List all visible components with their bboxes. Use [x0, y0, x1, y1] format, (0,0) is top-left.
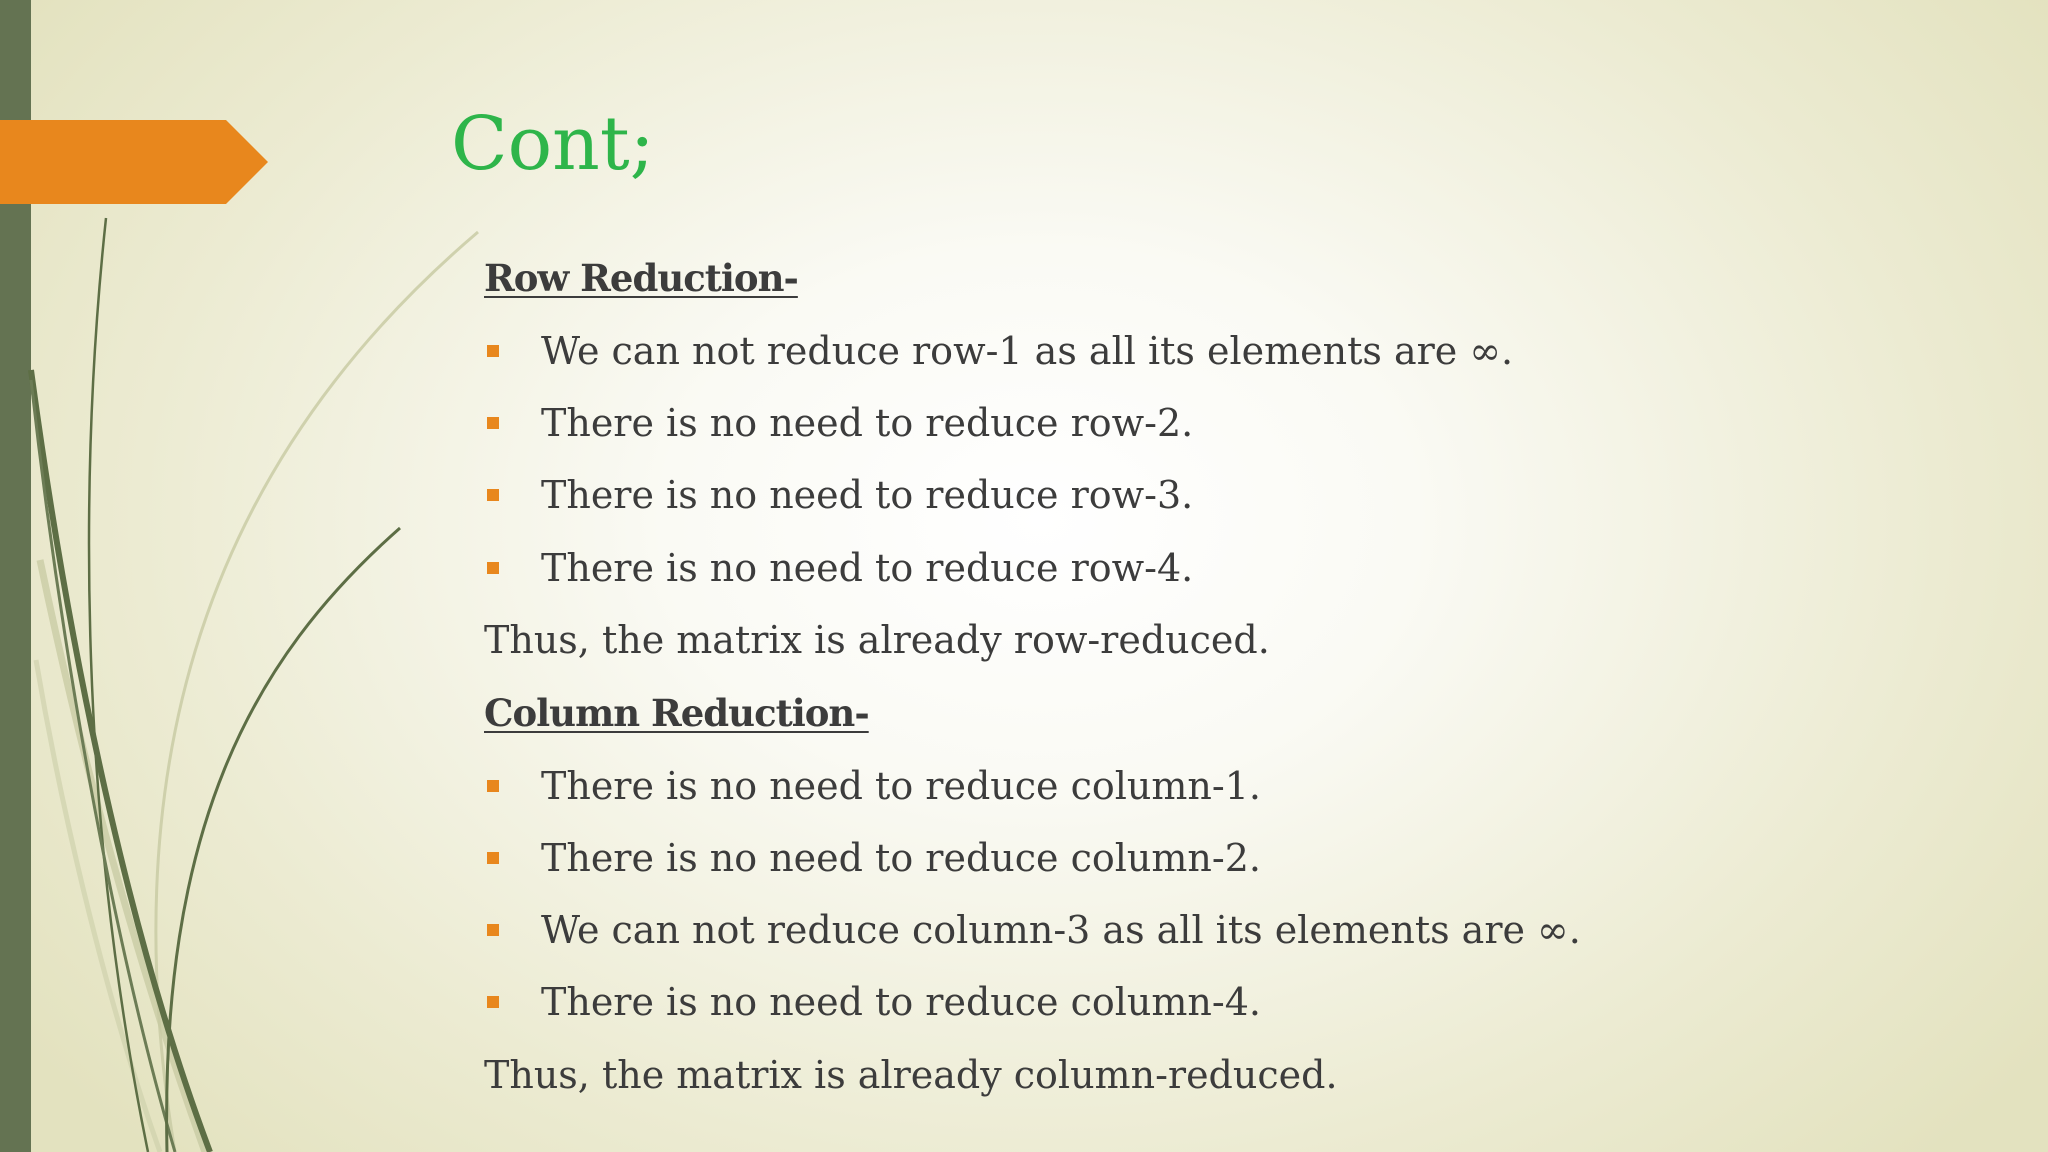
- orange-square-bullet-icon: [487, 996, 499, 1008]
- orange-square-bullet-icon: [487, 924, 499, 936]
- bullet-text: There is no need to reduce row-4.: [541, 546, 1194, 590]
- bullet-text: There is no need to reduce column-2.: [541, 836, 1261, 880]
- bullet-text: There is no need to reduce column-1.: [541, 764, 1261, 808]
- orange-square-bullet-icon: [487, 780, 499, 792]
- bullet-text: There is no need to reduce row-3.: [541, 473, 1194, 517]
- orange-square-bullet-icon: [487, 417, 499, 429]
- orange-square-bullet-icon: [487, 489, 499, 501]
- orange-square-bullet-icon: [487, 562, 499, 574]
- orange-square-bullet-icon: [487, 345, 499, 357]
- column-reduction-heading: Column Reduction-: [484, 691, 869, 735]
- row-conclusion: Thus, the matrix is already row-reduced.: [484, 618, 1270, 662]
- bullet-text: We can not reduce column-3 as all its elements are ∞.: [541, 908, 1581, 952]
- bullet-text: There is no need to reduce column-4.: [541, 980, 1261, 1024]
- orange-square-bullet-icon: [487, 852, 499, 864]
- bullet-text: There is no need to reduce row-2.: [541, 401, 1194, 445]
- row-reduction-heading: Row Reduction-: [484, 256, 798, 300]
- slide-title: Cont;: [451, 101, 655, 187]
- column-conclusion: Thus, the matrix is already column-reduced.: [484, 1053, 1338, 1097]
- bullet-text: We can not reduce row-1 as all its elements are ∞.: [541, 329, 1514, 373]
